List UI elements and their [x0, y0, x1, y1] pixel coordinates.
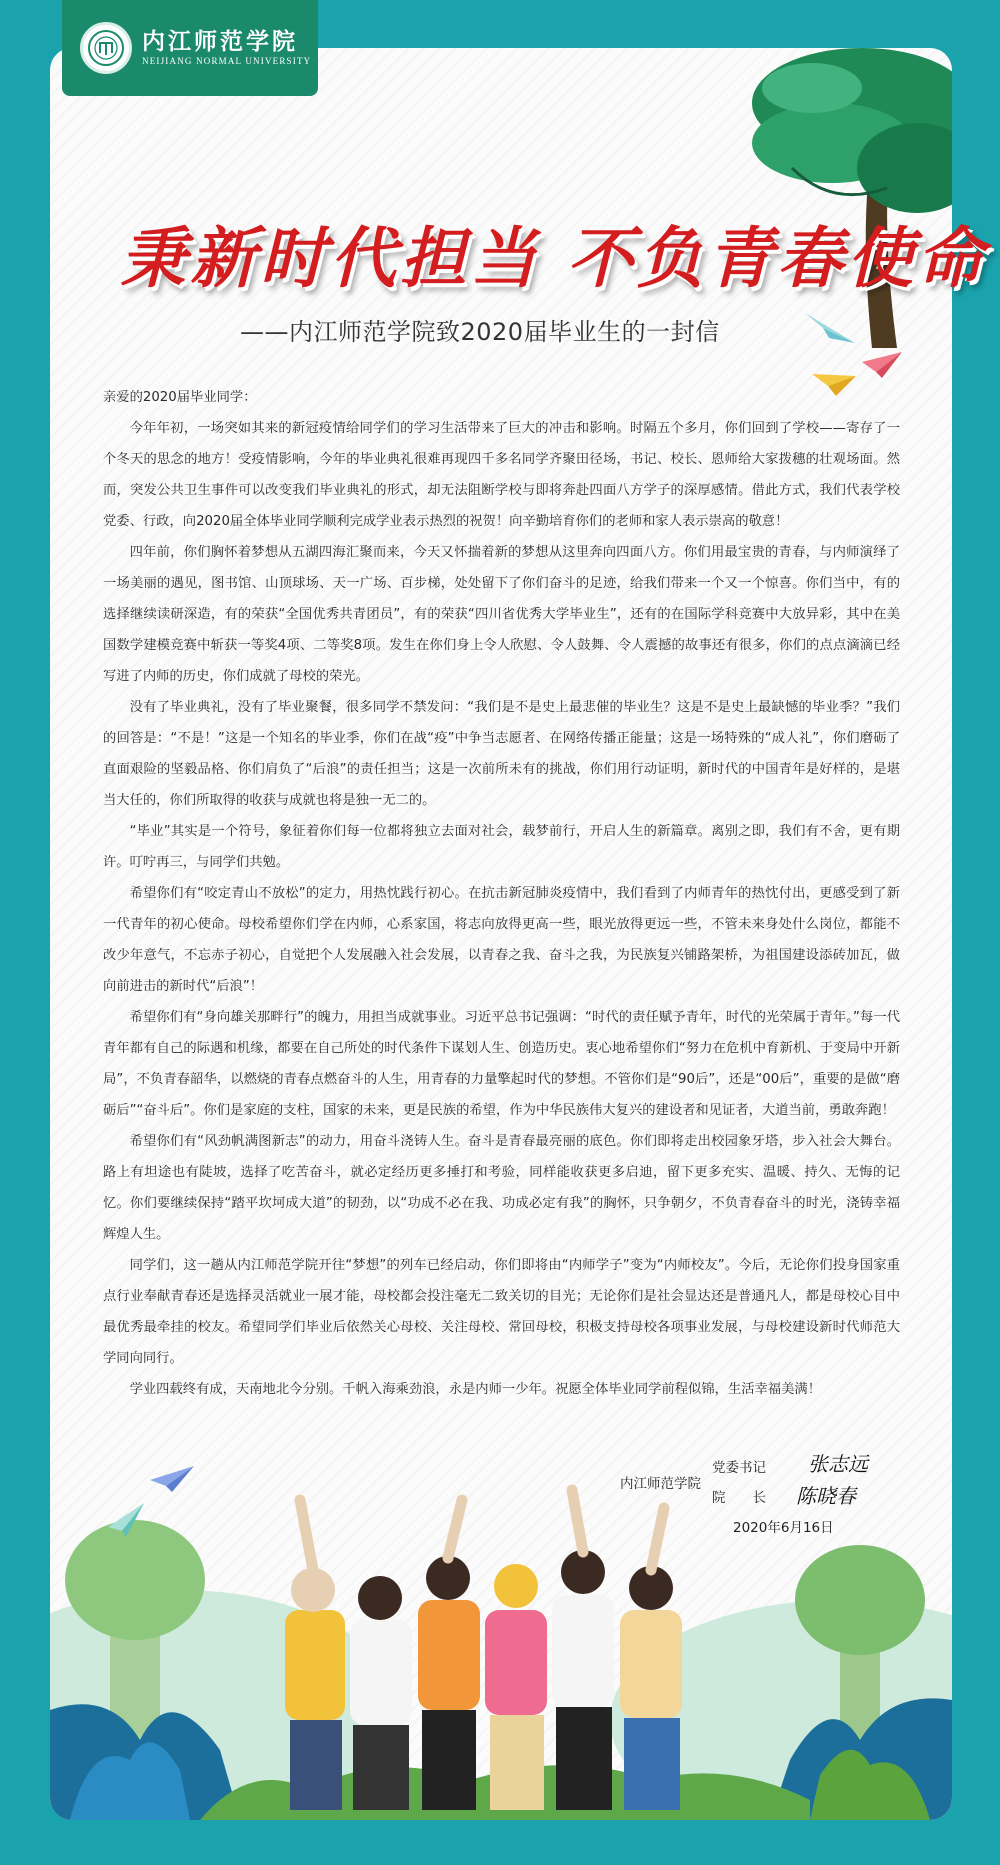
signature-president: 陈晓春 [796, 1484, 856, 1508]
page-title: 秉新时代担当 不负青春使命 [120, 219, 987, 297]
university-logo[interactable] [62, 0, 318, 96]
tree-decoration [712, 48, 952, 348]
letter-paragraph: 没有了毕业典礼，没有了毕业聚餐，很多同学不禁发问：“我们是不是史上最悲催的毕业生？这是不是史上最缺憾的毕业季？”我们的回答是：“不是！”这是一个知名的毕业季，你们在战“疫”中争当志愿者、在网络传播正能量；这是一场特殊的“成人礼”，你们磨砺了直面艰险的坚毅品格、你们肩负了“后浪”的责任担当；这是一次前所未有的挑战，你们用行动证明，新时代的中国青年是好样的，是堪当大任的，你们所取得的收获与成就也将是独一无二的。 [103, 700, 900, 808]
letter-greeting: 亲爱的2020届毕业同学： [103, 390, 257, 405]
letter-paragraph: 希望你们有“风劲帆满图新志”的动力，用奋斗浇铸人生。奋斗是青春最亮丽的底色。你们即将走出校园象牙塔，步入社会大舞台。路上有坦途也有陡坡，选择了吃苦奋斗，就必定经历更多捶打和考验，同样能收获更多启迪，留下更多充实、温暖、持久、无悔的记忆。你们要继续保持“踏平坎坷成大道”的韧劲，以“功成不必在我、功成必定有我”的胸怀，只争朝夕，不负青春奋斗的时光，浇铸幸福辉煌人生。 [103, 1134, 900, 1242]
paper-plane-icon [150, 1466, 194, 1492]
university-name-en: NEIJIANG NORMAL UNIVERSITY [142, 56, 312, 66]
letter-date: 2020年6月16日 [733, 1520, 834, 1536]
letter-paragraph: 同学们，这一趟从内江师范学院开往“梦想”的列车已经启动，你们即将由“内师学子”变为“内师校友”。今后，无论你们投身国家重点行业奉献青春还是选择灵活就业一展才能，母校都会投注毫无二致关切的目光；无论你们是社会显达还是普通凡人，都是母校心目中最优秀最牵挂的校友。希望同学们毕业后依然关心母校、关注母校、常回母校，积极支持母校各项事业发展，与母校建设新时代师范大学同向同行。 [103, 1258, 900, 1366]
letter-paragraph: 希望你们有“身向雄关那畔行”的魄力，用担当成就事业。习近平总书记强调：“时代的责任赋予青年，时代的光荣属于青年。”每一代青年都有自己的际遇和机缘，都要在自己所处的时代条件下谋划人生、创造历史。衷心地希望你们“努力在危机中育新机、于变局中开新局”，不负青春韶华，以燃烧的青春点燃奋斗的人生，用青春的力量擎起时代的梦想。不管你们是“90后”，还是“00后”，重要的是做“磨砺后”“奋斗后”。你们是家庭的支柱，国家的未来，更是民族的希望，作为中华民族伟大复兴的建设者和见证者，大道当前，勇敢奔跑！ [103, 1010, 900, 1118]
signature-school: 内江师范学院 [620, 1476, 701, 1492]
page-subtitle: ——内江师范学院致2020届毕业生的一封信 [240, 318, 720, 346]
letter-paragraph: “毕业”其实是一个符号，象征着你们每一位都将独立去面对社会，载梦前行，开启人生的新篇章。离别之即，我们有不舍，更有期许。叮咛再三，与同学们共勉。 [103, 824, 900, 870]
university-seal-icon [80, 22, 132, 74]
signature-role-secretary: 党委书记 [712, 1460, 766, 1476]
signature-role-president: 院 长 [712, 1490, 766, 1506]
letter-body [103, 382, 900, 1405]
signature-secretary: 张志远 [808, 1452, 868, 1476]
university-name-cn: 内江师范学院 [142, 28, 298, 55]
paper-plane-icon [108, 1503, 144, 1537]
letter-paragraph: 四年前，你们胸怀着梦想从五湖四海汇聚而来，今天又怀揣着新的梦想从这里奔向四面八方。你们用最宝贵的青春，与内师演绎了一场美丽的遇见，图书馆、山顶球场、天一广场、百步梯，处处留下了你们奋斗的足迹，给我们带来一个又一个惊喜。你们当中，有的选择继续读研深造，有的荣获“全国优秀共青团员”，有的荣获“四川省优秀大学毕业生”，还有的在国际学科竞赛中大放异彩，其中在美国数学建模竞赛中斩获一等奖4项、二等奖8项。发生在你们身上令人欣慰、令人鼓舞、令人震撼的故事还有很多，你们的点点滴滴已经写进了内师的历史，你们成就了母校的荣光。 [103, 545, 900, 684]
paper-plane-icon [805, 308, 855, 348]
letter-paragraph: 学业四载终有成，天南地北今分别。千帆入海乘劲浪，永是内师一少年。祝愿全体毕业同学前程似锦，生活幸福美满！ [129, 1382, 822, 1397]
paper-plane-icon [862, 352, 902, 378]
letter-paragraph: 今年年初，一场突如其来的新冠疫情给同学们的学习生活带来了巨大的冲击和影响。时隔五个多月，你们回到了学校——寄存了一个冬天的思念的地方！受疫情影响，今年的毕业典礼很难再现四千多名同学齐聚田径场，书记、校长、恩师给大家拨穗的壮观场面。然而，突发公共卫生事件可以改变我们毕业典礼的形式，却无法阻断学校与即将奔赴四面八方学子的深厚感情。借此方式，我们代表学校党委、行政，向2020届全体毕业同学顺利完成学业表示热烈的祝贺！向辛勤培育你们的老师和家人表示崇高的敬意！ [103, 421, 900, 529]
letter-paragraph: 希望你们有“咬定青山不放松”的定力，用热忱践行初心。在抗击新冠肺炎疫情中，我们看到了内师青年的热忱付出，更感受到了新一代青年的初心使命。母校希望你们学在内师，心系家国，将志向放得更高一些，眼光放得更远一些，不管未来身处什么岗位，都能不改少年意气，不忘赤子初心，自觉把个人发展融入社会发展，以青春之我、奋斗之我，为民族复兴铺路架桥，为祖国建设添砖加瓦，做向前进击的新时代“后浪”！ [103, 886, 900, 994]
